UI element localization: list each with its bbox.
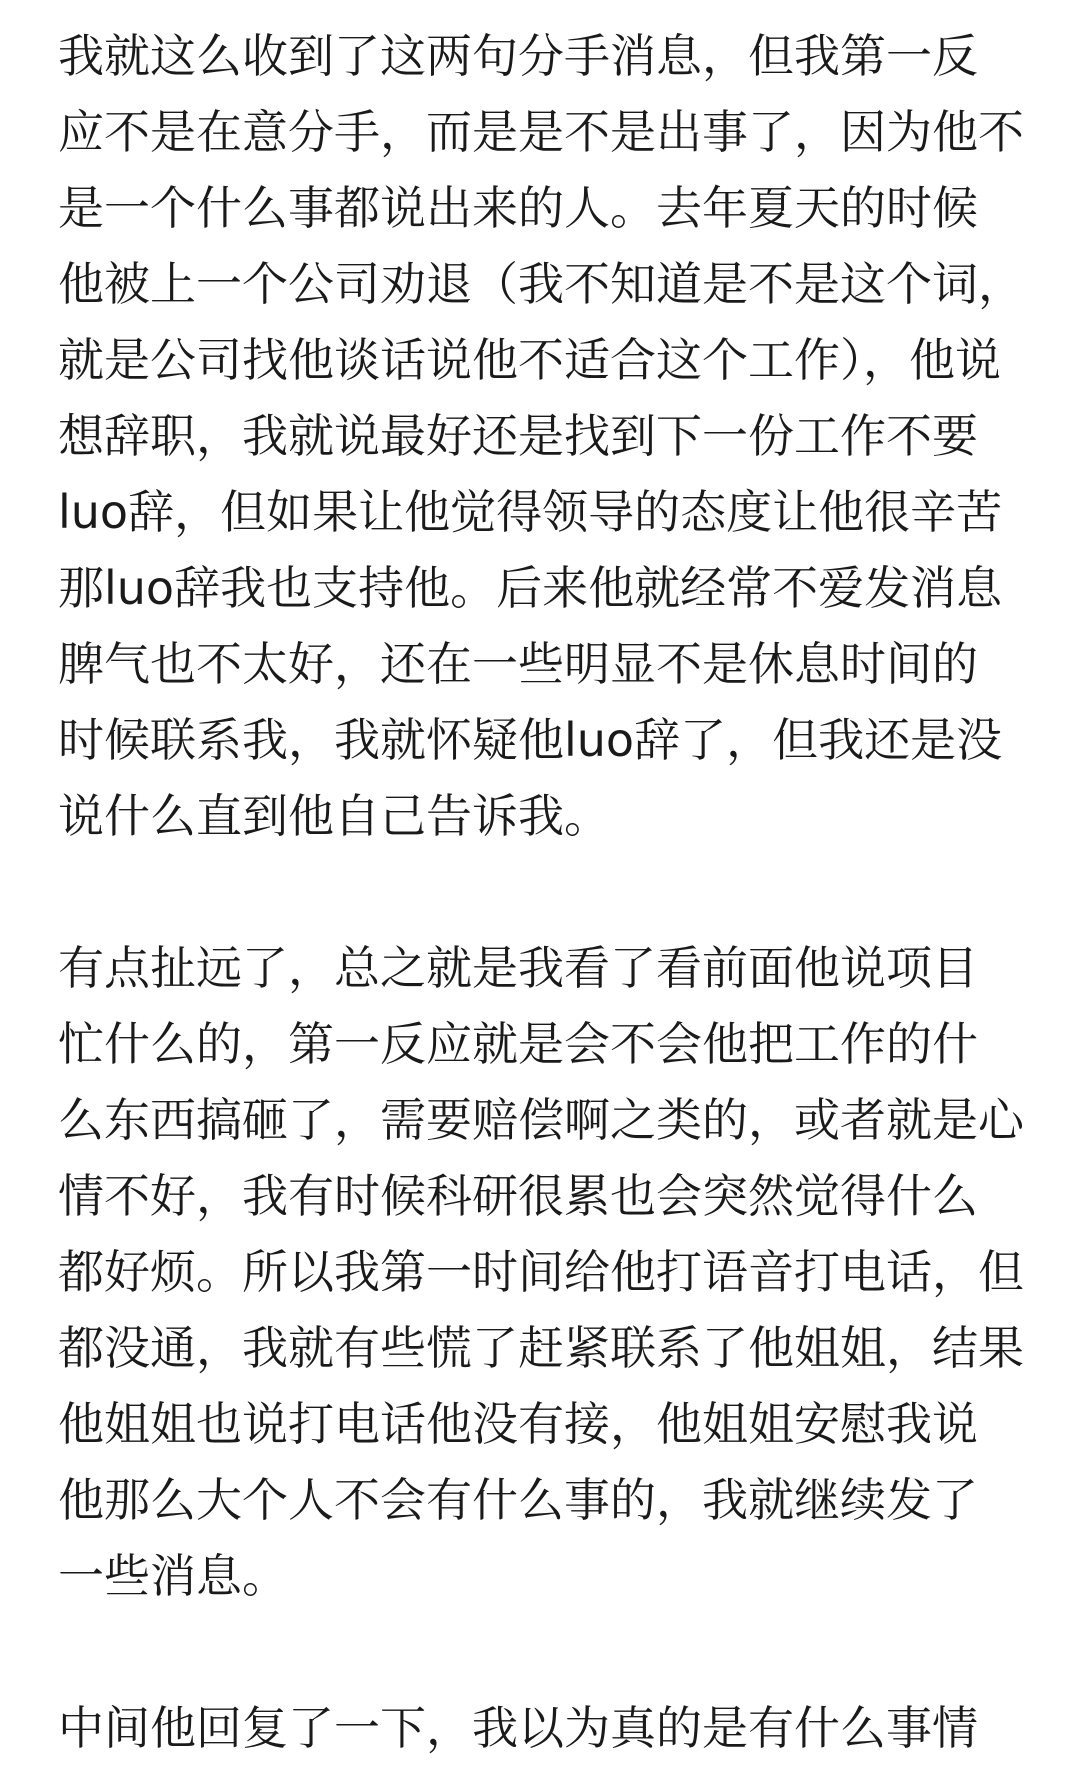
text-line: 有点扯远了，总之就是我看了看前面他说项目 — [58, 941, 978, 995]
text-line: 应不是在意分手，而是是不是出事了，因为他不 — [58, 105, 1024, 159]
text-line: 那luo辞我也支持他。后来他就经常不爱发消息 — [58, 561, 1003, 615]
paragraph-3 — [58, 1690, 1048, 1766]
text-line: 一些消息。 — [58, 1549, 288, 1603]
text-line: 时候联系我，我就怀疑他luo辞了，但我还是没 — [58, 713, 1003, 767]
text-line: 他被上一个公司劝退（我不知道是不是这个词， — [58, 257, 1024, 311]
paragraph-1 — [58, 18, 1048, 854]
text-line: 我就这么收到了这两句分手消息，但我第一反 — [58, 29, 978, 83]
text-line: 脾气也不太好，还在一些明显不是休息时间的 — [58, 637, 978, 691]
text-line: 都好烦。所以我第一时间给他打语音打电话，但 — [58, 1245, 1024, 1299]
text-line: 他姐姐也说打电话他没有接，他姐姐安慰我说 — [58, 1397, 978, 1451]
text-line: 么东西搞砸了，需要赔偿啊之类的，或者就是心 — [58, 1093, 1024, 1147]
paragraph-2 — [58, 930, 1048, 1614]
text-line: 情不好，我有时候科研很累也会突然觉得什么 — [58, 1169, 978, 1223]
text-line: 想辞职，我就说最好还是找到下一份工作不要 — [58, 409, 978, 463]
article-body — [58, 18, 1048, 1766]
text-line: 是一个什么事都说出来的人。去年夏天的时候 — [58, 181, 978, 235]
text-line: 中间他回复了一下，我以为真的是有什么事情 — [58, 1701, 978, 1755]
text-line: 他那么大个人不会有什么事的，我就继续发了 — [58, 1473, 978, 1527]
text-line: 都没通，我就有些慌了赶紧联系了他姐姐，结果 — [58, 1321, 1024, 1375]
text-line: luo辞，但如果让他觉得领导的态度让他很辛苦 — [58, 485, 1003, 539]
text-line: 忙什么的，第一反应就是会不会他把工作的什 — [58, 1017, 978, 1071]
text-line: 就是公司找他谈话说他不适合这个工作），他说 — [58, 333, 1001, 387]
text-line: 说什么直到他自己告诉我。 — [58, 789, 610, 843]
